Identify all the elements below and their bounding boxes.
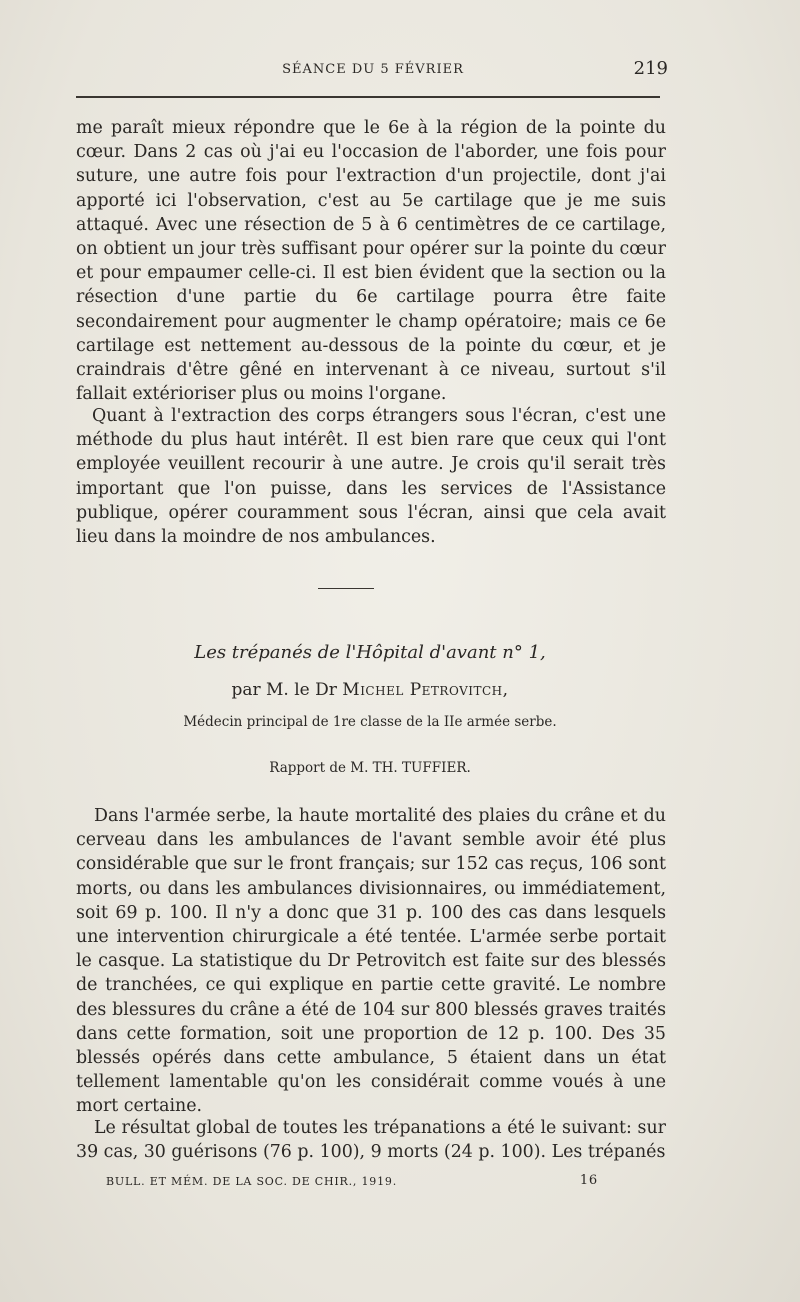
author-name: Michel Petrovitch,	[342, 680, 509, 700]
header-rule	[76, 96, 660, 98]
article-paragraph-1: Dans l'armée serbe, la haute mortalité des plaies du crâne et du cerveau dans les ambulances de l'avant semble avoir été plus considérable que sur le front français; sur 152 cas reçus, 106 sont morts, ou dans les ambulances divisionnaires, ou immédiatement, soit 69 p. 100. Il n'y a donc que 31 p. 100 des cas dans lesquels une intervention chirurgicale a été tentée. L'armée serbe portait le casque. La statistique du Dr Petrovitch est faite sur des blessés de tranchées, ce qui explique en partie cette gravité. Le nombre des blessures du crâne a été de 104 sur 800 blessés graves traités dans cette formation, soit une proportion de 12 p. 100. Des 35 blessés opérés dans cette ambulance, 5 étaient dans un état tellement lamentable qu'on les considérait comme voués à une mort certaine.	[76, 806, 666, 1117]
page-footer	[106, 1173, 606, 1193]
article-author	[0, 680, 740, 700]
body-paragraph-1: me paraît mieux répondre que le 6e à la région de la pointe du cœur. Dans 2 cas où j'ai eu l'occasion de l'aborder, une fois pour suture, une autre fois pour l'extraction d'un projectile, dont j'ai apporté ici l'observation, c'est au 5e cartilage que je me suis attaqué. Avec une résection de 5 à 6 centimètres de ce cartilage, on obtient un jour très suffisant pour opérer sur la pointe du cœur et pour empaumer celle-ci. Il est bien évident que la section ou la résection d'une partie du 6e cartilage pourra être faite secondairement pour augmenter le champ opératoire; mais ce 6e cartilage est nettement au-dessous de la pointe du cœur, et je craindrais d'être gêné en intervenant à ce niveau, surtout s'il fallait extérioriser plus ou moins l'organe.	[76, 118, 666, 405]
section-separator	[318, 588, 374, 589]
running-header	[78, 58, 668, 84]
author-affiliation: Médecin principal de 1re classe de la IIe armée serbe.	[183, 714, 557, 730]
running-title: SÉANCE DU 5 FÉVRIER	[282, 62, 464, 77]
article-title: Les trépanés de l'Hôpital d'avant n° 1,	[194, 642, 546, 663]
article-paragraph-2: Le résultat global de toutes les trépanations a été le suivant: sur 39 cas, 30 guérisons (76 p. 100), 9 morts (24 p. 100). Les trépanés	[76, 1118, 666, 1163]
report-byline: Rapport de M. TH. TUFFIER.	[269, 760, 471, 776]
signature-mark: 16	[579, 1173, 598, 1188]
body-paragraph-2: Quant à l'extraction des corps étrangers sous l'écran, c'est une méthode du plus haut intérêt. Il est bien rare que ceux qui l'ont employée veuillent recourir à une autre. Je crois qu'il serait très important que l'on puisse, dans les services de l'Assistance publique, opérer couramment sous l'écran, ainsi que cela avait lieu dans la moindre de nos ambulances.	[76, 406, 666, 548]
author-prefix: par M. le Dr	[231, 680, 337, 700]
page-number: 219	[633, 58, 668, 79]
footer-citation: BULL. ET MÉM. DE LA SOC. DE CHIR., 1919.	[106, 1175, 397, 1188]
